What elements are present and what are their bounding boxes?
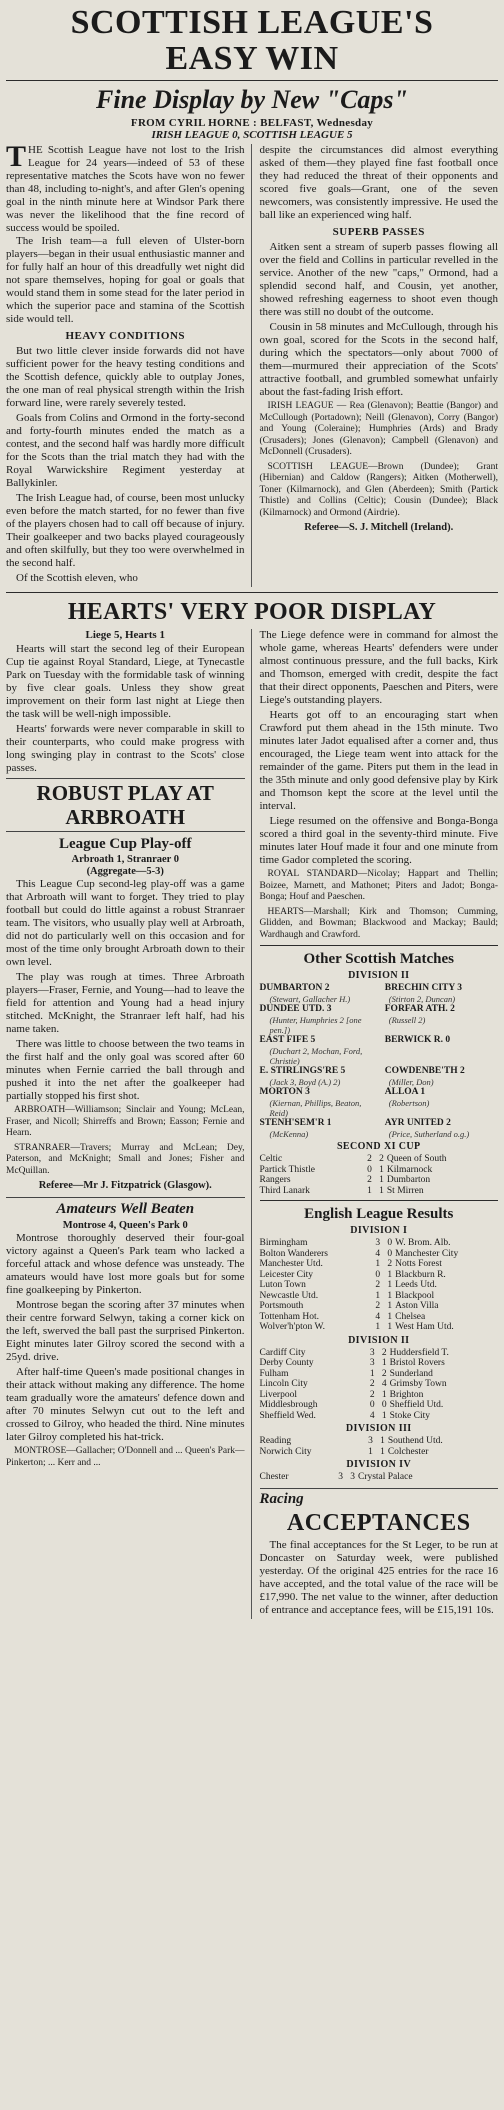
result-row bbox=[260, 1369, 499, 1380]
section-heading: SUPERB PASSES bbox=[332, 226, 425, 238]
english-results-headline: English League Results bbox=[304, 1206, 454, 1222]
divider bbox=[6, 592, 498, 593]
divider bbox=[6, 80, 498, 81]
away-team: Grimsby Town bbox=[389, 1379, 447, 1389]
away-score: 1 bbox=[381, 1358, 387, 1368]
team-list: ROYAL STANDARD—Nicolay; Happart and Thellin; Boizee, Marnett, and Mathonet; Piters and Jadot; Bonga-Bonga; Houf and Paeschen. bbox=[259, 869, 498, 902]
result-row bbox=[260, 1270, 499, 1281]
away-team: Crystal Palace bbox=[357, 1472, 413, 1482]
scottish-matches-list bbox=[260, 983, 499, 1139]
result-row bbox=[260, 1312, 499, 1323]
result-row bbox=[260, 1165, 499, 1176]
paragraph: Aitken sent a stream of superb passes flowing all over the field and Collins in particular revelled in the service. Another of the new "caps," Ormond, had a splendid second half, and Cousin, yet another, showed refreshing eagerness to shoot even though there was still no doubt of the outcome. bbox=[259, 241, 498, 318]
away-score: 1 bbox=[387, 1269, 393, 1280]
away-scorers: (Russell 2) bbox=[388, 1015, 426, 1025]
home-team: Manchester Utd. bbox=[259, 1259, 323, 1269]
away-team: ALLOA 1 bbox=[384, 1087, 426, 1097]
away-team: FORFAR ATH. 2 bbox=[384, 1004, 455, 1014]
paragraph: But two little clever inside forwards did not have sufficient power for the heavy testing conditions and the Scottish defence, quickly able to outplay Jones, the one man of real physical strength within the Irish forward line, were rarely severely tested. bbox=[6, 345, 245, 409]
paragraph: Liege resumed on the offensive and Bonga-Bonga scored a third goal in the seventy-third minute. Five minutes later Houf made it four and one minute from time Gador completed the scoring. bbox=[259, 815, 498, 866]
match-score: Montrose 4, Queen's Park 0 bbox=[62, 1220, 188, 1231]
byline-result: IRISH LEAGUE 0, SCOTTISH LEAGUE 5 bbox=[151, 129, 353, 141]
home-team: Middlesbrough bbox=[259, 1400, 318, 1410]
referee: Referee—Mr J. Fitzpatrick (Glasgow). bbox=[38, 1180, 212, 1191]
results-table bbox=[260, 1472, 499, 1483]
match-scorers bbox=[260, 994, 499, 1004]
away-team: Colchester bbox=[387, 1446, 429, 1457]
home-score: 2 bbox=[367, 1154, 372, 1164]
acceptances-headline: ACCEPTANCES bbox=[286, 1509, 471, 1536]
match-row bbox=[260, 1118, 499, 1129]
away-score: 1 bbox=[379, 1175, 384, 1185]
away-team: Manchester City bbox=[395, 1248, 459, 1259]
home-score: 1 bbox=[368, 1446, 373, 1457]
division-heading: DIVISION IV bbox=[346, 1459, 412, 1470]
home-team: Celtic bbox=[259, 1154, 283, 1164]
paragraph: The play was rough at times. Three Arbroath players—Fraser, Fernie, and Young—had to leave the field for attention and Young had a head injury stitched. McKnight, the Stranraer left half, had his name taken. bbox=[6, 971, 245, 1035]
home-scorers: (McKenna) bbox=[269, 1129, 309, 1139]
home-team: Lincoln City bbox=[259, 1379, 308, 1389]
match-score: Liege 5, Hearts 1 bbox=[85, 629, 165, 641]
away-team: Bristol Rovers bbox=[389, 1358, 445, 1368]
home-team: Reading bbox=[259, 1436, 292, 1446]
home-score: 4 bbox=[369, 1410, 375, 1421]
team-list: MONTROSE—Gallacher; O'Donnell and ... Queen's Park—Pinkerton; ... Kerr and ... bbox=[6, 1446, 245, 1468]
home-team: Sheffield Wed. bbox=[259, 1410, 316, 1421]
subheadline: Fine Display by New "Caps" bbox=[96, 85, 408, 114]
newspaper-page bbox=[6, 4, 498, 2106]
away-team: Kilmarnock bbox=[386, 1164, 433, 1175]
away-team: Blackpool bbox=[395, 1290, 435, 1301]
home-team: DUNDEE UTD. 3 bbox=[259, 1004, 332, 1014]
match-scorers bbox=[260, 1077, 499, 1087]
division-heading: DIVISION III bbox=[345, 1423, 412, 1434]
away-team: Leeds Utd. bbox=[395, 1280, 437, 1290]
away-team: AYR UNITED 2 bbox=[384, 1118, 451, 1128]
home-score: 1 bbox=[375, 1322, 381, 1332]
result-row bbox=[260, 1390, 499, 1401]
home-team: Derby County bbox=[259, 1358, 314, 1368]
away-scorers: (Price, Sutherland o.g.) bbox=[388, 1129, 470, 1139]
away-team: Sunderland bbox=[389, 1368, 433, 1379]
away-score: 0 bbox=[387, 1238, 393, 1248]
team-list: HEARTS—Marshall; Kirk and Thomson; Cumming, Glidden, and Bowman; Blackwood and Mackay; Bauld; Wardhaugh and Crawford. bbox=[259, 906, 498, 940]
result-row bbox=[260, 1379, 499, 1390]
away-team: Brighton bbox=[389, 1389, 424, 1400]
hearts-headline: HEARTS' VERY POOR DISPLAY bbox=[67, 599, 437, 625]
away-scorers: (Stirton 2, Duncan) bbox=[388, 994, 456, 1004]
result-row bbox=[260, 1249, 499, 1260]
team-list: ARBROATH—Williamson; Sinclair and Young; McLean, Fraser, and Nicoll; Shirreffs and Brown; Easson; Fernie and Hearn. bbox=[6, 1105, 245, 1138]
home-team: Portsmouth bbox=[259, 1301, 304, 1311]
division-heading: SECOND XI CUP bbox=[336, 1141, 421, 1152]
home-score: 3 bbox=[338, 1472, 343, 1482]
home-team: DUMBARTON 2 bbox=[259, 983, 330, 993]
main-article bbox=[6, 140, 498, 587]
paragraph: Montrose began the scoring after 37 minutes when their centre forward Selwyn, taking a corner kick on the left, swerved the ball past the surprised Pinkerton. Eight minutes later Gilroy scored the second with a 25yd. drive. bbox=[6, 1299, 245, 1363]
paragraph: Hearts will start the second leg of their European Cup tie against Royal Standard, Liege, at Tynecastle Park on Tuesday with the formidable task of winning by five clear goals. Unless they show great improvement on their form last night at Liege then the task will be well-nigh impossible. bbox=[6, 643, 245, 720]
away-team: BERWICK R. 0 bbox=[384, 1035, 451, 1045]
divider bbox=[260, 945, 499, 946]
home-score: 3 bbox=[368, 1436, 373, 1446]
away-score: 2 bbox=[379, 1154, 384, 1164]
result-row bbox=[260, 1291, 499, 1302]
results-table bbox=[260, 1348, 499, 1422]
away-score: 1 bbox=[387, 1280, 393, 1290]
home-score: 3 bbox=[369, 1358, 375, 1368]
home-team: Luton Town bbox=[259, 1280, 306, 1290]
result-row bbox=[260, 1259, 499, 1270]
paragraph: The final acceptances for the St Leger, to be run at Doncaster on Saturday week, were published yesterday. Of the original 425 entries for the race 16 have accepted, and the total value of the race will be £17,990. The net value to the winner, after deduction of entrance and acceptance fees, will be £15,191 10s. bbox=[259, 1538, 498, 1616]
away-score: 1 bbox=[381, 1389, 387, 1400]
home-score: 2 bbox=[369, 1379, 375, 1389]
home-score: 4 bbox=[375, 1248, 381, 1259]
home-score: 0 bbox=[369, 1400, 375, 1410]
main-article-right bbox=[260, 144, 499, 587]
away-score: 1 bbox=[379, 1164, 384, 1175]
result-row bbox=[260, 1411, 499, 1422]
paragraph: Cousin in 58 minutes and McCullough, through his own goal, scored for the Scots in the second half, during which the spectators—only about 7000 of them—murmured their appreciation of the Scots' attractive football, and grumbled somewhat unfairly about the fast-fading Irish effort. bbox=[259, 321, 498, 398]
home-score: 3 bbox=[375, 1238, 381, 1248]
home-team: EAST FIFE 5 bbox=[259, 1035, 316, 1045]
main-article-left bbox=[6, 140, 252, 587]
home-score: 1 bbox=[375, 1259, 381, 1269]
division-heading: DIVISION II bbox=[348, 1334, 410, 1346]
home-scorers: (Kiernan, Phillips, Beaton, Reid) bbox=[269, 1098, 362, 1118]
away-score: 2 bbox=[381, 1368, 387, 1379]
result-row bbox=[260, 1322, 499, 1333]
division-heading: DIVISION I bbox=[350, 1225, 408, 1236]
home-team: Third Lanark bbox=[259, 1185, 310, 1196]
away-team: Aston Villa bbox=[395, 1301, 439, 1311]
away-team: BRECHIN CITY 3 bbox=[384, 983, 462, 993]
home-team: MORTON 3 bbox=[259, 1087, 310, 1097]
headline-line1: SCOTTISH LEAGUE'S bbox=[70, 4, 434, 41]
away-score: 1 bbox=[381, 1410, 387, 1421]
home-score: 1 bbox=[375, 1290, 381, 1301]
paragraph: There was little to choose between the two teams in the first half and the only goal was scored after 60 minutes when Fernie carried the ball through and pushed it into the net after the goalkeeper had partially stopped his first shot. bbox=[6, 1038, 245, 1102]
home-team: Fulham bbox=[259, 1368, 289, 1379]
match-row bbox=[260, 1004, 499, 1015]
home-score: 3 bbox=[369, 1347, 375, 1358]
match-row bbox=[260, 1087, 499, 1098]
home-score: 1 bbox=[369, 1368, 375, 1379]
result-row bbox=[260, 1154, 499, 1165]
home-score: 2 bbox=[375, 1280, 381, 1290]
paragraph: After half-time Queen's made positional changes in their attack without making any difference. The home team gradually wore the amateurs' defence down and after 70 minutes Selwyn cut out to the left and crossed to Gilroy, who headed the third. Nine minutes later Gilroy completed his hat-trick. bbox=[6, 1366, 245, 1443]
hearts-article bbox=[6, 629, 498, 1619]
home-team: Partick Thistle bbox=[259, 1164, 315, 1175]
byline: FROM CYRIL HORNE : BELFAST, Wednesday bbox=[130, 117, 374, 129]
home-team: Wolver'h'pton W. bbox=[259, 1322, 325, 1332]
home-score: 2 bbox=[375, 1301, 381, 1311]
away-team: Sheffield Utd. bbox=[389, 1400, 444, 1410]
match-scorers bbox=[260, 1098, 499, 1118]
away-score: 1 bbox=[380, 1446, 385, 1457]
result-row bbox=[260, 1348, 499, 1359]
aggregate-score: (Aggregate—5-3) bbox=[86, 866, 164, 877]
result-row bbox=[260, 1400, 499, 1411]
home-score: 4 bbox=[375, 1311, 381, 1322]
away-score: 1 bbox=[379, 1185, 384, 1196]
result-row bbox=[260, 1280, 499, 1291]
home-score: 2 bbox=[367, 1175, 372, 1185]
paragraph: Hearts' forwards were never comparable in skill to their counterparts, who could make progress with long swinging play in contrast to the Scots' close passes. bbox=[6, 723, 245, 774]
away-score: 1 bbox=[387, 1290, 393, 1301]
home-team: E. STIRLINGS'RE 5 bbox=[259, 1066, 346, 1076]
result-row bbox=[260, 1301, 499, 1312]
away-score: 0 bbox=[387, 1248, 393, 1259]
away-score: 0 bbox=[381, 1400, 387, 1410]
away-team: W. Brom. Alb. bbox=[395, 1238, 451, 1248]
second-xi-table bbox=[260, 1154, 499, 1196]
paragraph: The Irish team—a full eleven of Ulster-born players—began in their usual enthusiastic manner and for fully half an hour of this dreadfully wet night did not spare themselves, hoping for goal or goals that would stand them in some stead for the later period in which the superior pace and stamina of the Scottish side would tell. bbox=[6, 235, 245, 325]
away-score: 2 bbox=[387, 1259, 393, 1269]
away-team: COWDENBE'TH 2 bbox=[384, 1066, 465, 1076]
result-row bbox=[260, 1186, 499, 1197]
paragraph: The Irish League had, of course, been most unlucky even before the match started, for no fewer than five of the players chosen had to call off because of injury. Their goalkeeper and two backs played courageously and often skilfully, but they too were overwhelmed in the second half. bbox=[6, 492, 245, 569]
away-team: Queen of South bbox=[386, 1154, 447, 1164]
result-row bbox=[260, 1238, 499, 1249]
paragraph: The Liege defence were in command for almost the whole game, whereas Hearts' defenders were under almost continuous pressure, and the full backs, Kirk and Thomson, emerged with credit, despite the fact that their direct opponents, Paeschen and Piters, were Liege's outstanding players. bbox=[259, 629, 498, 706]
divider bbox=[260, 1200, 499, 1201]
paragraph: Montrose thoroughly deserved their four-goal victory against a Queen's Park team who lacked a forceful attack and whose defence was unsteady. The amateurs would have lost more goals but for some fine goalkeeping by Pinkerton. bbox=[6, 1232, 245, 1296]
paragraph: Goals from Colins and Ormond in the forty-second and forty-fourth minutes ended the match as a contest, and the second half was hardly more difficult for the Scots than the trial match they had with the Royal Warwickshire Regiment yesterday at Ballykinler. bbox=[6, 412, 245, 489]
division-heading: DIVISION II bbox=[348, 970, 410, 981]
home-score: 0 bbox=[375, 1269, 381, 1280]
home-team: Liverpool bbox=[259, 1389, 297, 1400]
home-team: STENH'SEM'R 1 bbox=[259, 1118, 332, 1128]
home-scorers: (Stewart, Gallacher H.) bbox=[269, 994, 351, 1004]
away-scorers: (Robertson) bbox=[388, 1098, 430, 1108]
paragraph: Of the Scottish eleven, who bbox=[16, 572, 138, 584]
away-team: West Ham Utd. bbox=[395, 1322, 454, 1332]
away-score: 3 bbox=[350, 1472, 355, 1482]
results-table bbox=[260, 1436, 499, 1457]
away-team: Notts Forest bbox=[395, 1259, 442, 1269]
result-row bbox=[260, 1358, 499, 1369]
home-team: Norwich City bbox=[259, 1446, 312, 1457]
home-score: 1 bbox=[367, 1185, 372, 1196]
away-score: 1 bbox=[387, 1311, 393, 1322]
home-team: Chester bbox=[259, 1472, 289, 1482]
home-team: Bolton Wanderers bbox=[259, 1248, 328, 1259]
away-score: 4 bbox=[381, 1379, 387, 1389]
paragraph: This League Cup second-leg play-off was a game that Arbroath will want to forget. They tried to play football but could do little against a robust Stranraer team. The visitors, who usually play well at Arbroath, did not do particularly well on this occasion and for most of the time only brought Arbroath down to their own level. bbox=[6, 878, 245, 968]
away-team: Stoke City bbox=[389, 1410, 431, 1421]
result-row bbox=[260, 1447, 499, 1458]
match-score: Arbroath 1, Stranraer 0 bbox=[71, 854, 180, 865]
team-list: STRANRAER—Travers; Murray and McLean; Dey, Paterson, and McKnight; Small and Jones; Fisher and McQuillan. bbox=[6, 1142, 245, 1176]
referee: Referee—S. J. Mitchell (Ireland). bbox=[304, 522, 454, 533]
away-team: Blackburn R. bbox=[395, 1269, 446, 1280]
team-list: SCOTTISH LEAGUE—Brown (Dundee); Grant (Hibernian) and Caldow (Rangers); Aitken (Motherwell), Toner (Kilmarnock), and Glen (Aberdeen); Smith (Partick Thistle) and Collins (Celtic); Cousin (Dundee); Black (Kilmarnock) and Ormond (Airdrie). bbox=[259, 461, 498, 518]
home-team: Rangers bbox=[259, 1175, 291, 1185]
match-scorers bbox=[260, 1015, 499, 1035]
dropcap: T bbox=[6, 140, 27, 173]
home-team: Leicester City bbox=[259, 1269, 314, 1280]
away-team: St Mirren bbox=[386, 1185, 424, 1196]
away-score: 2 bbox=[381, 1347, 387, 1358]
paragraph: despite the circumstances did almost everything asked of them—they played fine fast football once they had reduced the threat of their opponents and scored five goals—Grant, one of the seven newcomers, was consistently impressive. He used the ball like an experienced wing half. bbox=[259, 144, 498, 221]
result-row bbox=[260, 1436, 499, 1447]
result-row bbox=[260, 1175, 499, 1186]
team-list: IRISH LEAGUE — Rea (Glenavon); Beattie (Bangor) and McCullough (Portadown); Neill (Glenavon), Corry (Bangor) and Young (Coleraine); Humphries (Ards) and Brady (Crusaders); Jones (Glenavon); Campbell (Glenavon) and McDonnell (Crusaders). bbox=[259, 401, 498, 457]
home-score: 2 bbox=[369, 1389, 375, 1400]
away-team: Huddersfield T. bbox=[389, 1347, 449, 1358]
away-scorers: (Miller, Don) bbox=[388, 1077, 434, 1087]
away-scorers bbox=[379, 1046, 498, 1066]
section-heading: HEAVY CONDITIONS bbox=[65, 330, 186, 342]
lead-paragraph bbox=[6, 140, 245, 235]
match-row bbox=[260, 1035, 499, 1046]
lead-text: HE Scottish League have not lost to the Irish League for 24 years—indeed of 53 of these representative matches the Scots have won no fewer than 48, including to-night's, and after Glen's opening goal in the ninth minute here at Windsor Park there was never the likelihood that the fine record of success would be spoiled. bbox=[6, 144, 245, 234]
home-team: Newcastle Utd. bbox=[259, 1290, 319, 1301]
match-scorers bbox=[260, 1129, 499, 1139]
match-row bbox=[260, 983, 499, 994]
away-score: 1 bbox=[387, 1301, 393, 1311]
match-scorers bbox=[260, 1046, 499, 1066]
home-scorers: (Hunter, Humphries 2 [one pen.]) bbox=[269, 1015, 362, 1035]
home-team: Cardiff City bbox=[259, 1347, 306, 1358]
away-score: 1 bbox=[380, 1436, 385, 1446]
home-team: Tottenham Hot. bbox=[259, 1311, 319, 1322]
results-table bbox=[260, 1238, 499, 1333]
away-team: Chelsea bbox=[395, 1311, 426, 1322]
racing-label: Racing bbox=[260, 1488, 499, 1508]
away-team: Southend Utd. bbox=[387, 1436, 443, 1446]
home-team: Birmingham bbox=[259, 1238, 308, 1248]
headline-line2: EASY WIN bbox=[165, 40, 339, 77]
away-team: Dumbarton bbox=[386, 1175, 431, 1185]
result-row bbox=[260, 1472, 499, 1483]
amateurs-headline: Amateurs Well Beaten bbox=[6, 1197, 245, 1218]
away-score: 1 bbox=[387, 1322, 393, 1332]
home-scorers: (Duchart 2, Mochan, Ford, Christie) bbox=[269, 1046, 363, 1066]
home-scorers: (Jack 3, Boyd (A.) 2) bbox=[269, 1077, 341, 1087]
other-scottish-headline: Other Scottish Matches bbox=[303, 951, 455, 967]
match-row bbox=[260, 1066, 499, 1077]
home-score: 0 bbox=[367, 1164, 372, 1175]
paragraph: Hearts got off to an encouraging start when Crawford put them ahead in the 15th minute. Two minutes later Jadot equalised after a corner and, thus encouraged, the Liege team went into attack for the remainder of the game. Piters put them in the lead in the 35th minute and only good defensive play by Kirk and Thomson kept the score at the level until the interval. bbox=[259, 709, 498, 812]
hearts-left bbox=[6, 629, 252, 1619]
cup-heading: League Cup Play-off bbox=[59, 836, 192, 852]
hearts-right bbox=[260, 629, 499, 1619]
arbroath-headline: ROBUST PLAY AT ARBROATH bbox=[6, 778, 245, 832]
